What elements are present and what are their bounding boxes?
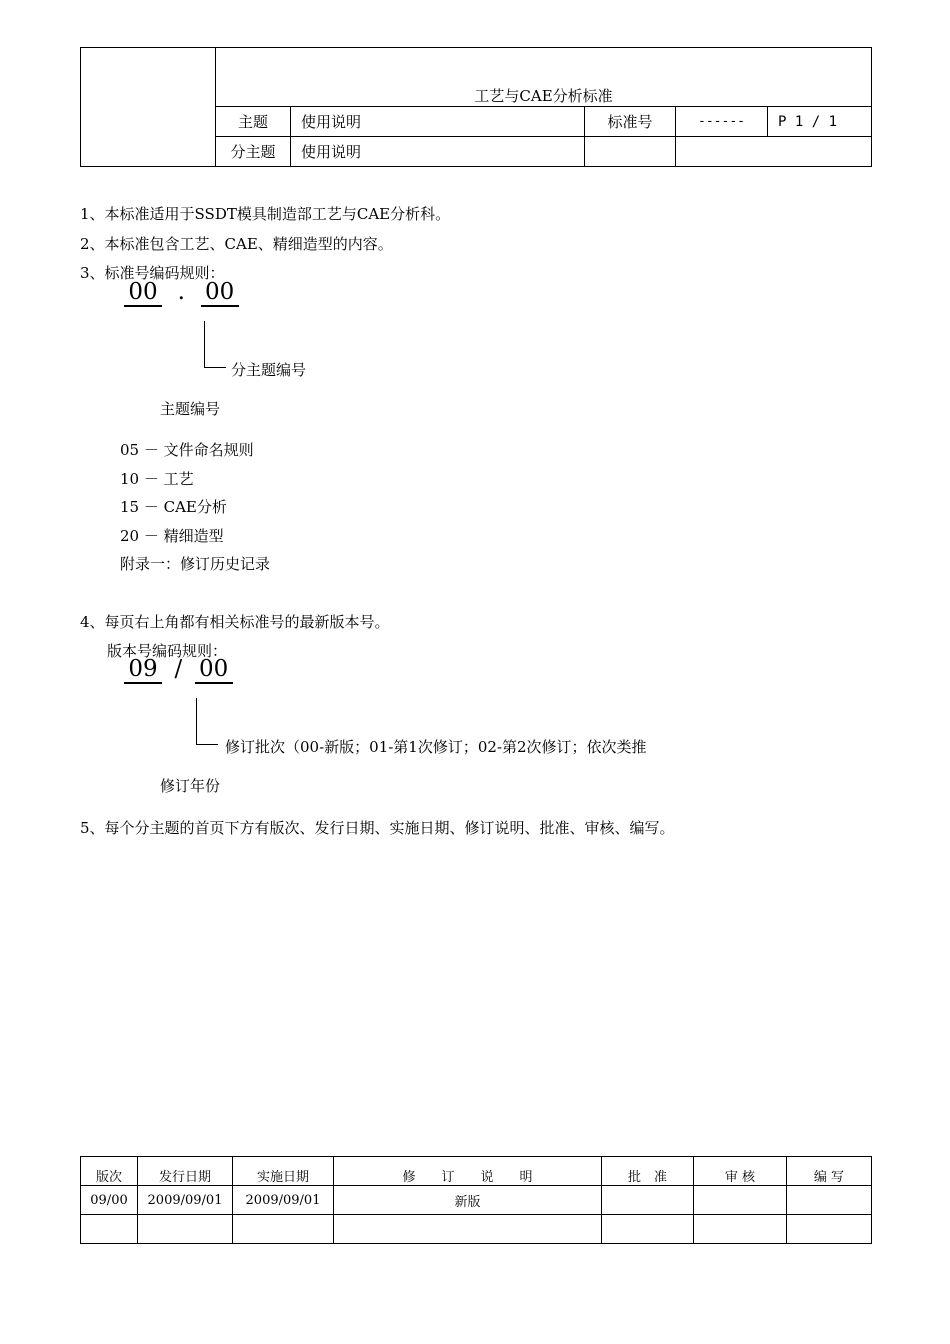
version-rule: 版本号编码规则：	[107, 642, 228, 660]
author-cell	[787, 1186, 872, 1215]
connector-horizontal	[196, 744, 218, 745]
connector-vertical	[204, 321, 205, 368]
code-left: 00	[124, 279, 162, 307]
item-5: 5、每个分主题的首页下方有版次、发行日期、实施日期、修订说明、批准、审核、编写。	[80, 819, 675, 837]
std-no-value: ------	[676, 107, 768, 137]
empty-cell	[81, 1215, 138, 1244]
topic-item: 10 － 工艺	[120, 470, 194, 488]
item-3: 3、标准号编码规则：	[80, 264, 225, 282]
topic-item: 15 － CAE分析	[120, 498, 227, 516]
std-no-label: 标准号	[585, 107, 676, 137]
subsubject-value: 使用说明	[291, 137, 585, 167]
approve-cell	[602, 1186, 694, 1215]
code-dot: .	[177, 279, 185, 305]
item-2: 2、本标准包含工艺、CAE、精细造型的内容。	[80, 235, 393, 253]
item-1: 1、本标准适用于SSDT模具制造部工艺与CAE分析科。	[80, 205, 451, 223]
col-header: 实施日期	[233, 1157, 334, 1186]
revision-header-row	[81, 1157, 872, 1186]
item-4: 4、每页右上角都有相关标准号的最新版本号。	[80, 613, 390, 631]
subsubject-label: 分主题	[216, 137, 291, 167]
sub-no-label: 分主题编号	[231, 361, 307, 379]
empty-cell	[334, 1215, 602, 1244]
empty-cell	[233, 1215, 334, 1244]
subject-label: 主题	[216, 107, 291, 137]
empty-cell	[694, 1215, 787, 1244]
header-table	[80, 47, 872, 167]
code-diagram	[124, 279, 239, 307]
page-number: P 1 / 1	[768, 107, 872, 137]
empty-cell	[787, 1215, 872, 1244]
ver-right: 00	[195, 656, 233, 684]
ver-left: 09	[124, 656, 162, 684]
table-row	[81, 1186, 872, 1215]
rev-batch-label: 修订批次（00-新版；01-第1次修订；02-第2次修订；依次类推	[225, 738, 647, 756]
rev-year-label: 修订年份	[160, 777, 221, 795]
version-diagram	[124, 656, 233, 684]
version-cell: 09/00	[81, 1186, 138, 1215]
effective-date-cell: 2009/09/01	[233, 1186, 334, 1215]
logo-cell	[81, 48, 216, 167]
main-no-label: 主题编号	[160, 400, 221, 418]
revision-note-cell: 新版	[334, 1186, 602, 1215]
empty-cell	[138, 1215, 233, 1244]
empty-cell	[602, 1215, 694, 1244]
empty-cell	[676, 137, 872, 167]
table-row	[81, 1215, 872, 1244]
code-right: 00	[201, 279, 239, 307]
review-cell	[694, 1186, 787, 1215]
doc-title: 工艺与CAE分析标准	[216, 48, 872, 107]
col-header: 修 订 说 明	[334, 1157, 602, 1186]
connector-vertical	[196, 698, 197, 745]
subject-value: 使用说明	[291, 107, 585, 137]
empty-cell	[585, 137, 676, 167]
col-header: 编 写	[787, 1157, 872, 1186]
col-header: 批 准	[602, 1157, 694, 1186]
col-header: 版次	[81, 1157, 138, 1186]
col-header: 审 核	[694, 1157, 787, 1186]
topic-item: 05 － 文件命名规则	[120, 441, 254, 459]
issue-date-cell: 2009/09/01	[138, 1186, 233, 1215]
revision-table	[80, 1156, 872, 1244]
ver-slash: /	[174, 656, 183, 682]
connector-horizontal	[204, 367, 226, 368]
col-header: 发行日期	[138, 1157, 233, 1186]
topic-item: 附录一：修订历史记录	[120, 555, 271, 573]
topic-item: 20 － 精细造型	[120, 527, 224, 545]
